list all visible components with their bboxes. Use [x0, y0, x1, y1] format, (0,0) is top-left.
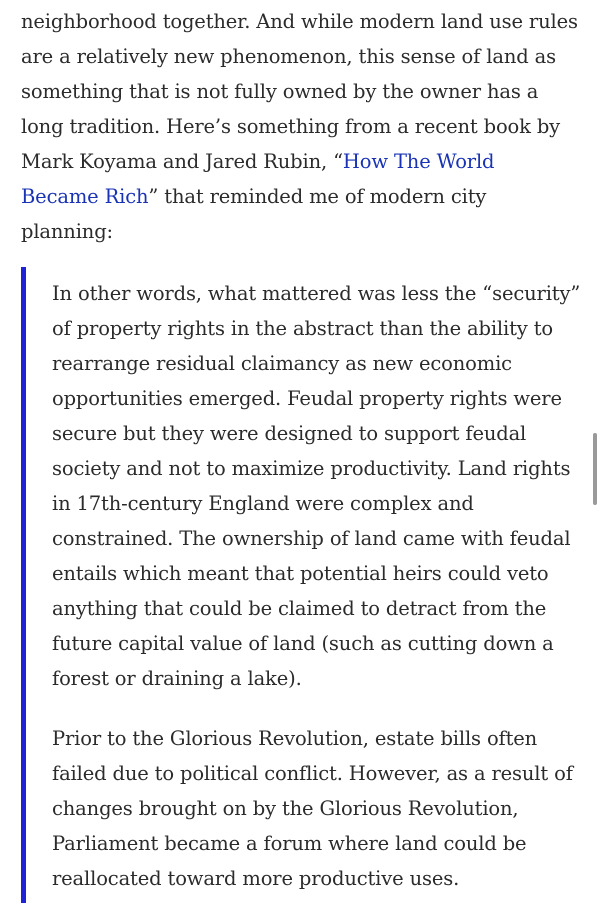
article-body: [21, 4, 586, 249]
quote-paragraph-1: [52, 276, 582, 696]
quote-line: of property rights in the abstract than the ability to: [52, 317, 553, 340]
book-title-link[interactable]: [343, 150, 495, 173]
quote-line: in 17th-century England were complex and: [52, 492, 474, 515]
text-line: neighborhood together. And while modern land use rules: [21, 10, 578, 33]
quote-line: Prior to the Glorious Revolution, estate bills often: [52, 727, 538, 750]
quote-line: changes brought on by the Glorious Revolution,: [52, 797, 519, 820]
quote-line: entails which meant that potential heirs could veto: [52, 562, 549, 585]
quote-line: anything that could be claimed to detract from the: [52, 597, 547, 620]
book-title-link-continued[interactable]: [21, 185, 148, 208]
quote-line: future capital value of land (such as cutting down a: [52, 632, 554, 655]
quote-line: failed due to political conflict. However, as a result of: [52, 762, 573, 785]
blockquote-content: [52, 276, 582, 896]
quote-line: In other words, what mattered was less the “security”: [52, 282, 581, 305]
intro-paragraph: [21, 4, 586, 249]
text-line: [21, 179, 586, 214]
quote-line: constrained. The ownership of land came with feudal: [52, 527, 571, 550]
quote-paragraph-2: [52, 721, 582, 896]
text-line: something that is not fully owned by the owner has a: [21, 80, 539, 103]
text-line: [21, 144, 586, 179]
quote-line: society and not to maximize productivity. Land rights: [52, 457, 571, 480]
quote-line: forest or draining a lake).: [52, 667, 302, 690]
scrollbar-thumb[interactable]: [593, 433, 597, 505]
quote-line: rearrange residual claimancy as new economic: [52, 352, 512, 375]
quote-line: opportunities emerged. Feudal property rights were: [52, 387, 562, 410]
quote-line: secure but they were designed to support feudal: [52, 422, 527, 445]
text-line: long tradition. Here’s something from a recent book by: [21, 115, 561, 138]
book-title-link-part2[interactable]: Became Rich: [21, 185, 149, 208]
blockquote: [21, 267, 586, 903]
text-line: planning:: [21, 220, 113, 243]
quote-line: reallocated toward more productive uses.: [52, 867, 460, 890]
text-fragment: Mark Koyama and Jared Rubin, “: [21, 150, 343, 173]
quote-line: Parliament became a forum where land could be: [52, 832, 527, 855]
text-line: are a relatively new phenomenon, this sense of land as: [21, 45, 556, 68]
book-title-link-part1[interactable]: How The World: [342, 150, 495, 173]
text-fragment: ” that reminded me of modern city: [148, 185, 487, 208]
